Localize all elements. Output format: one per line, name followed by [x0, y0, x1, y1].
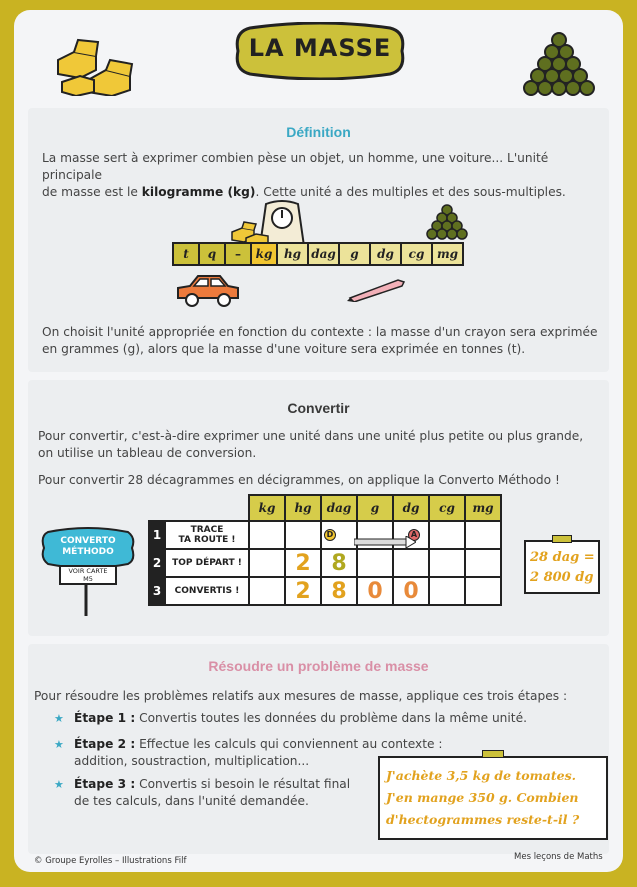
convert-text-2: on utilise un tableau de conversion. — [38, 446, 257, 460]
problem-intro: Pour résoudre les problèmes relatifs aux mesures de masse, applique ces trois étapes : — [34, 689, 568, 703]
definition-text-5: en grammes (g), alors que la masse d'une voiture sera exprimée en tonnes (t). — [42, 342, 526, 356]
step-text: Effectue les calculs qui conviennent au contexte : — [135, 737, 443, 751]
unit-g: g — [338, 242, 371, 266]
result-note — [524, 540, 600, 594]
step-text: Convertis toutes les données du problème dans la même unité. — [135, 711, 527, 725]
row-label — [165, 521, 249, 549]
star-bullet-icon: ★ — [54, 778, 64, 791]
balls-small-icon — [422, 204, 472, 244]
problem-title: Résoudre un problème de masse — [208, 658, 429, 674]
definition-section — [28, 108, 609, 372]
cell: 0 — [357, 577, 393, 605]
unit-hg: hg — [276, 242, 309, 266]
table-row — [149, 521, 501, 549]
col-dag: dag — [321, 495, 357, 521]
page-title: LA MASSE — [248, 34, 392, 62]
unit-dag: dag — [307, 242, 340, 266]
unit-mg: mg — [431, 242, 464, 266]
table-row — [149, 577, 501, 605]
convert-text-1: Pour convertir, c'est-à-dire exprimer une unité dans une unité plus petite ou plus grande, — [38, 429, 584, 443]
unit-dash: – — [224, 242, 252, 266]
marker-d: D — [324, 529, 336, 541]
row-number: 1 — [149, 521, 165, 549]
step-label: Étape 1 : — [74, 711, 136, 725]
cell — [249, 549, 285, 577]
sign-sub-1: VOIR CARTE — [68, 567, 108, 575]
row-label: CONVERTIS ! — [165, 577, 249, 605]
definition-paragraph-2 — [42, 324, 608, 358]
lesson-card — [14, 10, 623, 872]
step-text-2: de tes calculs, dans l'unité demandée. — [74, 794, 309, 808]
definition-paragraph — [42, 150, 608, 201]
col-cg: cg — [429, 495, 465, 521]
footer-series: Mes leçons de Maths — [514, 852, 603, 862]
sign-sub-2: M5 — [83, 575, 93, 583]
cell: 8 — [321, 577, 357, 605]
step-label: Étape 2 : — [74, 737, 136, 751]
cell — [285, 521, 321, 549]
unit-t: t — [172, 242, 200, 266]
row-label: TOP DÉPART ! — [165, 549, 249, 577]
unit-scale-row — [174, 242, 464, 266]
sign-title-2: MÉTHODO — [62, 547, 114, 557]
col-mg: mg — [465, 495, 501, 521]
row-label-line-1: TRACE — [190, 525, 224, 535]
convert-title: Convertir — [287, 400, 350, 416]
problem-note-line-3: d'hectogrammes reste-t-il ? — [386, 812, 580, 827]
problem-note — [378, 756, 608, 840]
note-tape-icon — [552, 535, 572, 543]
cell — [465, 577, 501, 605]
definition-text-2: de masse est le — [42, 185, 142, 199]
result-line-2: 2 800 dg — [530, 570, 594, 585]
definition-text-3: . Cette unité a des multiples et des sous-multiples. — [255, 185, 566, 199]
table-header-row — [149, 495, 501, 521]
cell — [429, 549, 465, 577]
sign-title-1: CONVERTO — [60, 536, 116, 546]
result-line-1: 28 dag = — [530, 550, 595, 565]
unit-cg: cg — [400, 242, 433, 266]
problem-note-line-1: J'achète 3,5 kg de tomates. — [386, 768, 577, 783]
star-bullet-icon: ★ — [54, 738, 64, 751]
cell — [465, 521, 501, 549]
cell — [249, 521, 285, 549]
row-number: 2 — [149, 549, 165, 577]
unit-q: q — [198, 242, 226, 266]
conversion-arrow-icon — [354, 536, 416, 548]
table-row — [149, 549, 501, 577]
step-text: Convertis si besoin le résultat final — [135, 777, 351, 791]
step-text-2: addition, soustraction, multiplication... — [74, 754, 310, 768]
convert-paragraph-1 — [38, 428, 608, 462]
col-hg: hg — [285, 495, 321, 521]
row-number: 3 — [149, 577, 165, 605]
car-icon — [174, 270, 242, 310]
note-tape-icon — [482, 750, 504, 758]
definition-text-4: On choisit l'unité appropriée en fonction du contexte : la masse d'un crayon sera exprimée — [42, 325, 598, 339]
col-g: g — [357, 495, 393, 521]
cell — [357, 549, 393, 577]
convert-paragraph-2: Pour convertir 28 décagrammes en décigrammes, on applique la Converto Méthodo ! — [38, 473, 560, 487]
cell: 0 — [393, 577, 429, 605]
footer-credits: © Groupe Eyrolles – Illustrations Filf — [34, 856, 187, 866]
star-bullet-icon: ★ — [54, 712, 64, 725]
cell — [249, 577, 285, 605]
cell — [465, 549, 501, 577]
cell-dag-start — [321, 521, 357, 549]
row-label-line-2: TA ROUTE ! — [178, 535, 236, 545]
col-dg: dg — [393, 495, 429, 521]
definition-bold-unit: kilogramme (kg) — [141, 185, 256, 199]
cell — [393, 549, 429, 577]
marker-a: A — [408, 529, 420, 541]
unit-dg: dg — [369, 242, 402, 266]
cell: 2 — [285, 549, 321, 577]
problem-note-line-2: J'en mange 350 g. Combien — [386, 790, 579, 805]
col-kg: kg — [249, 495, 285, 521]
cell: 8 — [321, 549, 357, 577]
balls-pyramid-icon — [522, 30, 596, 96]
cell — [429, 521, 465, 549]
conversion-table — [148, 494, 502, 606]
cell — [429, 577, 465, 605]
unit-kg: kg — [250, 242, 278, 266]
step-label: Étape 3 : — [74, 777, 136, 791]
definition-title: Définition — [286, 124, 351, 140]
gold-bars-icon — [54, 30, 140, 96]
cell: 2 — [285, 577, 321, 605]
pencil-icon — [346, 276, 408, 302]
definition-text-1: La masse sert à exprimer combien pèse un objet, un homme, une voiture... L'unité principale — [42, 151, 549, 182]
